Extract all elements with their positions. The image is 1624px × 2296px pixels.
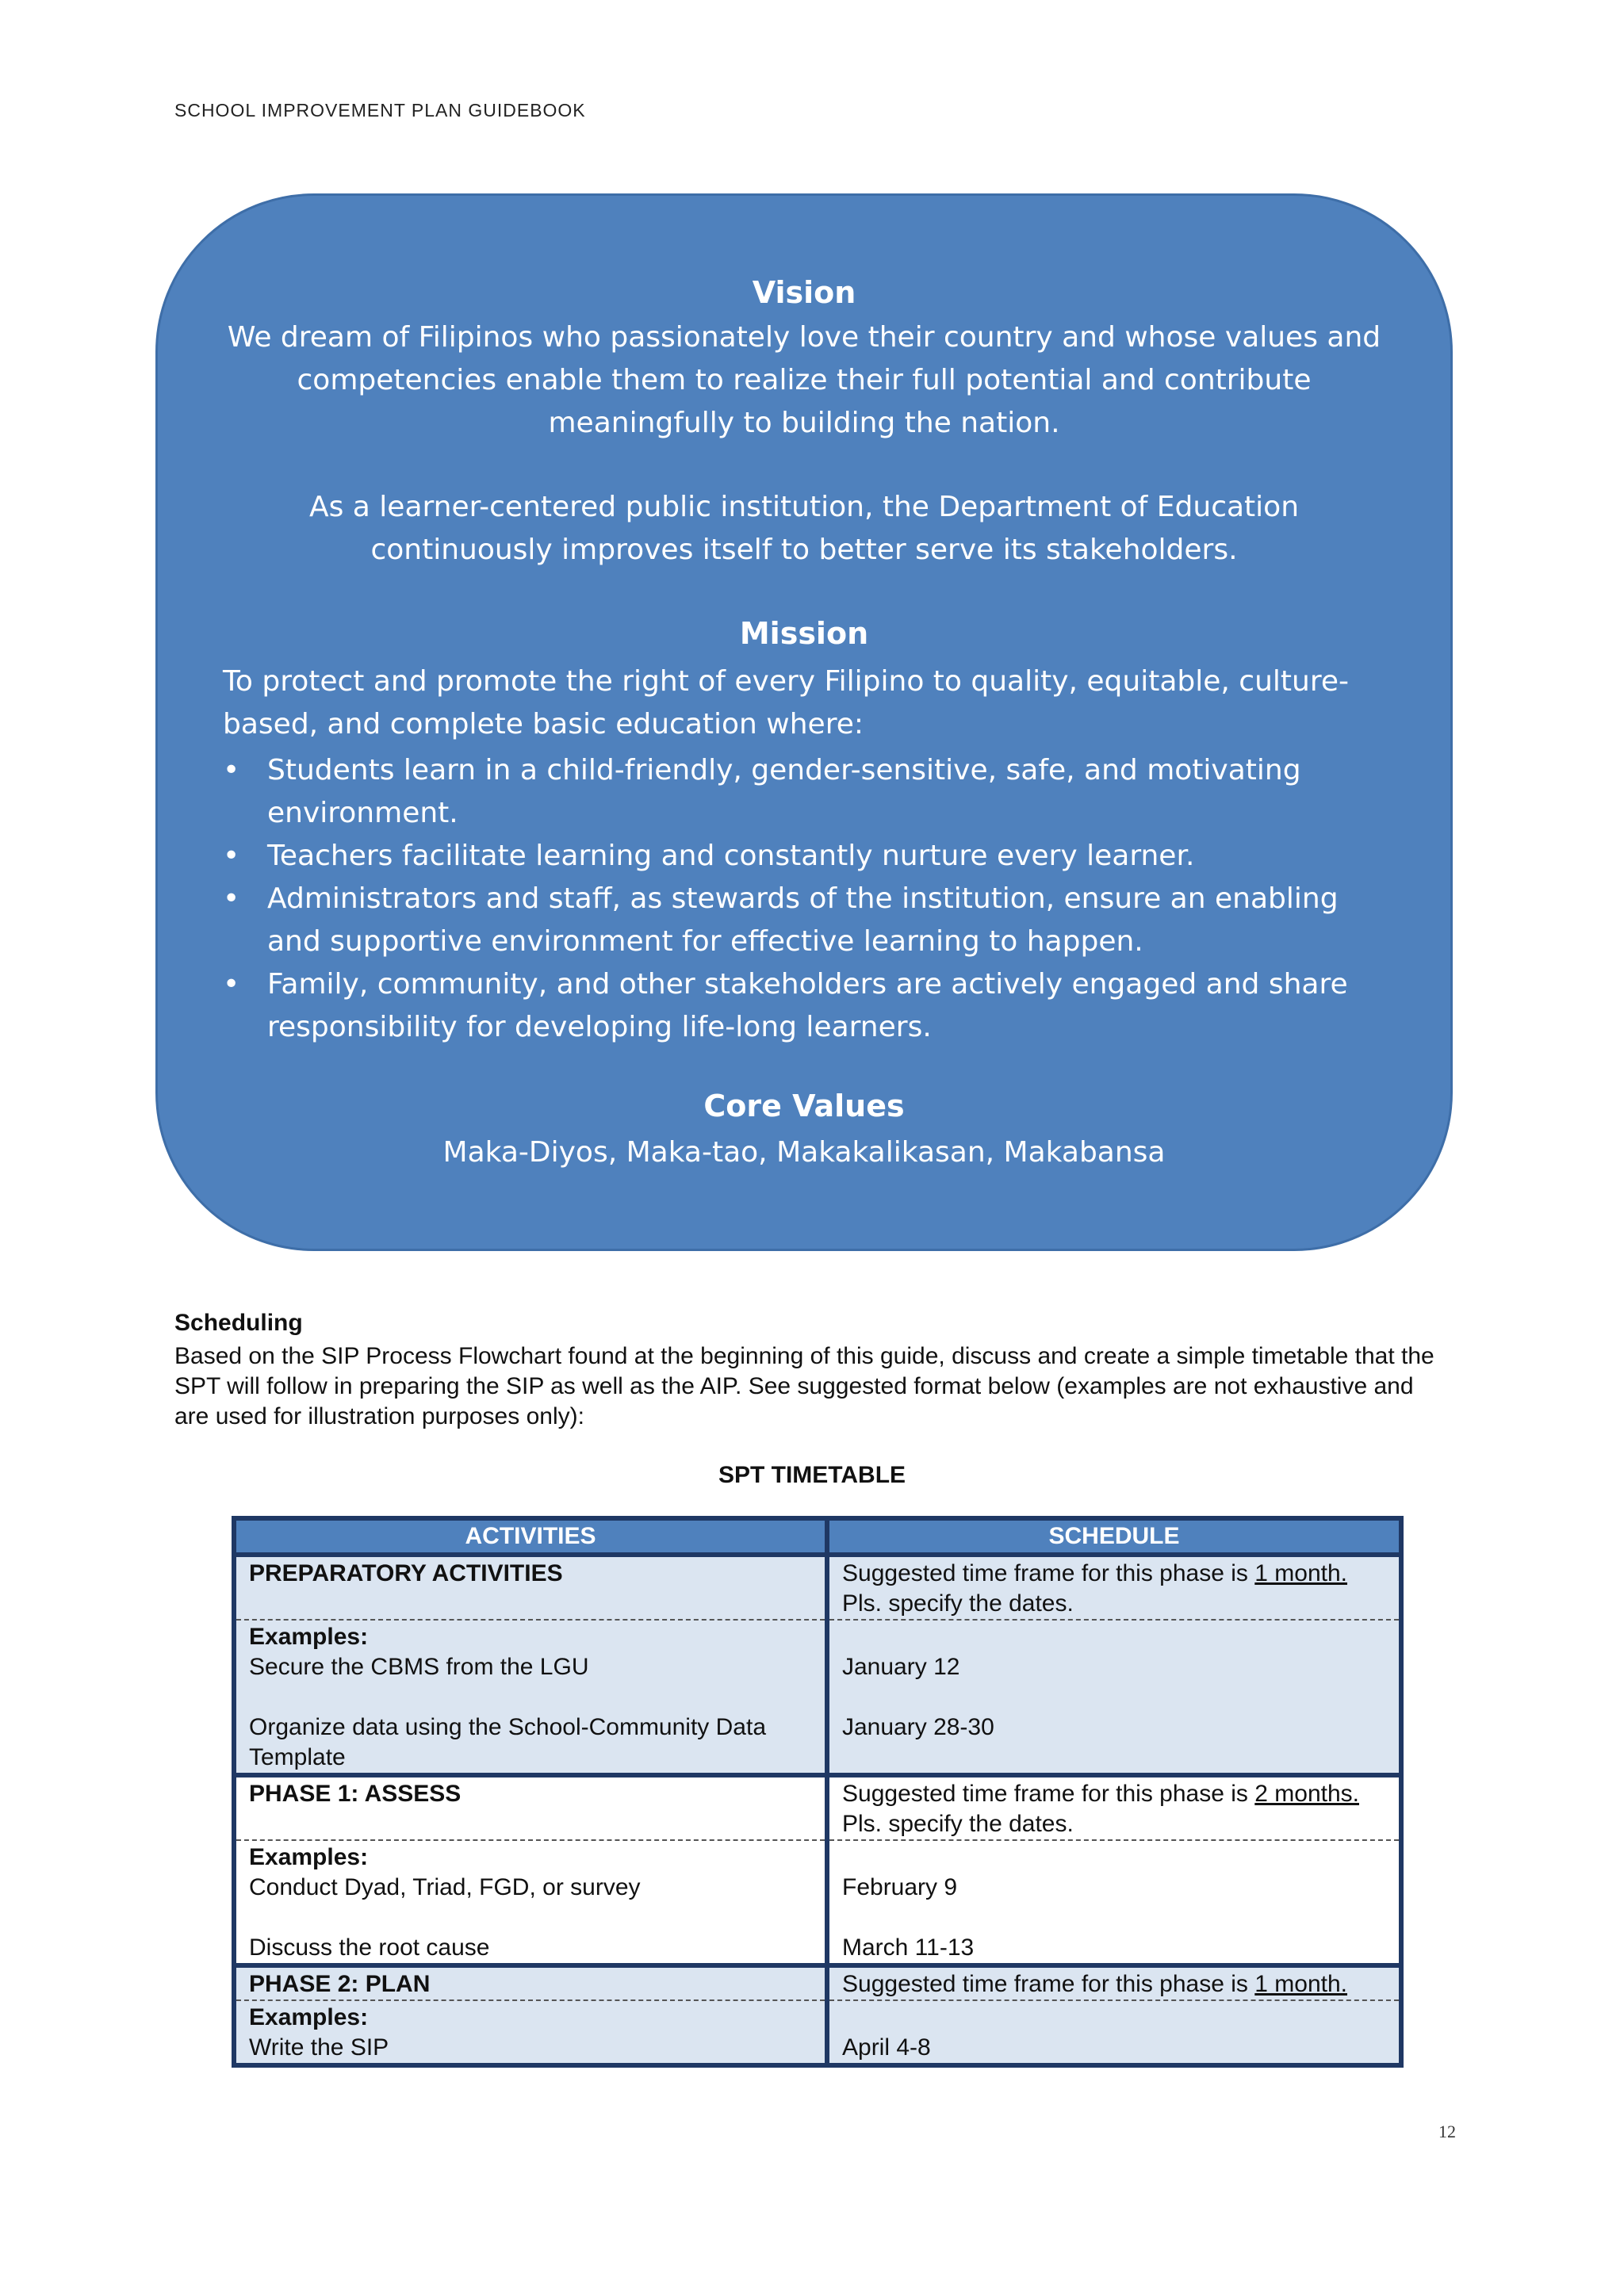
scheduling-title: Scheduling <box>174 1310 303 1336</box>
example-activity: Write the SIP <box>249 2034 389 2061</box>
phase-duration: 1 month. <box>1254 1560 1347 1586</box>
phase-schedule-prefix: Suggested time frame for this phase is <box>842 1971 1248 1997</box>
vision-heading: Vision <box>752 275 856 310</box>
vision-mission-box <box>155 193 1453 1251</box>
page-number: 12 <box>1438 2122 1456 2141</box>
phase-duration: 2 months. <box>1254 1781 1359 1807</box>
vision-text-2: As a learner-centered public institution, the Department of Education continuously improves itself to better serve its stakeholders. <box>308 491 1300 566</box>
phase-schedule-suffix: Pls. specify the dates. <box>842 1811 1074 1837</box>
schedule-header: SCHEDULE <box>827 1518 1401 1555</box>
phase-name: PHASE 2: PLAN <box>249 1971 431 1997</box>
examples-row <box>234 2000 1401 2065</box>
running-header: SCHOOL IMPROVEMENT PLAN GUIDEBOOK <box>174 100 586 121</box>
mission-heading: Mission <box>739 616 869 651</box>
example-activity: Organize data using the School-Community Data Template <box>249 1714 767 1770</box>
table-header-row <box>234 1518 1401 1555</box>
core-values-text: Maka-Diyos, Maka-tao, Makakalikasan, Makabansa <box>442 1136 1166 1169</box>
spt-timetable <box>232 1516 1404 2068</box>
phase-name: PREPARATORY ACTIVITIES <box>249 1560 563 1586</box>
examples-label: Examples: <box>249 1844 369 1870</box>
examples-label: Examples: <box>249 1624 369 1650</box>
activities-header: ACTIVITIES <box>234 1518 827 1555</box>
mission-list <box>223 749 1371 1049</box>
phase-row-plan <box>234 1965 1401 2000</box>
phase-schedule-prefix: Suggested time frame for this phase is <box>842 1560 1248 1586</box>
mission-item: • Family, community, and other stakeholders are actively engaged and share responsibility for developing life-long learners. <box>223 968 1348 1043</box>
example-activity: Discuss the root cause <box>249 1934 490 1961</box>
example-date: January 12 <box>842 1654 960 1680</box>
example-activity: Secure the CBMS from the LGU <box>249 1654 589 1680</box>
scheduling-body: Based on the SIP Process Flowchart found at the beginning of this guide, discuss and create a simple timetable that the SPT will follow in preparing the SIP as well as the AIP. See suggested format below (examples are not exhaustive and are used for illustration purposes only): <box>174 1343 1434 1429</box>
phase-duration: 1 month. <box>1254 1971 1347 1997</box>
examples-row <box>234 1620 1401 1775</box>
mission-item: • Students learn in a child-friendly, gender-sensitive, safe, and motivating environment. <box>223 754 1301 829</box>
phase-schedule-prefix: Suggested time frame for this phase is <box>842 1781 1248 1807</box>
phase-row-assess <box>234 1775 1401 1840</box>
examples-row <box>234 1840 1401 1965</box>
example-date: March 11-13 <box>842 1934 975 1961</box>
mission-item: • Teachers facilitate learning and constantly nurture every learner. <box>223 840 1195 872</box>
example-activity: Conduct Dyad, Triad, FGD, or survey <box>249 1874 641 1900</box>
vision-text-1: We dream of Filipinos who passionately love their country and whose values and competencies enable them to realize their full potential and contribute meaningfully to building the nation. <box>227 321 1381 439</box>
phase-row-preparatory <box>234 1555 1401 1620</box>
example-date: February 9 <box>842 1874 958 1900</box>
phase-name: PHASE 1: ASSESS <box>249 1781 462 1807</box>
core-values-heading: Core Values <box>703 1089 905 1123</box>
mission-intro: To protect and promote the right of every Filipino to quality, equitable, culture-based, and complete basic education where: <box>223 665 1349 740</box>
mission-item: • Administrators and staff, as stewards of the institution, ensure an enabling and supportive environment for effective learning to happen. <box>223 882 1339 958</box>
timetable-title: SPT TIMETABLE <box>718 1462 906 1488</box>
example-date: January 28-30 <box>842 1714 994 1740</box>
phase-schedule-suffix: Pls. specify the dates. <box>842 1590 1074 1617</box>
examples-label: Examples: <box>249 2004 369 2030</box>
example-date: April 4-8 <box>842 2034 931 2061</box>
